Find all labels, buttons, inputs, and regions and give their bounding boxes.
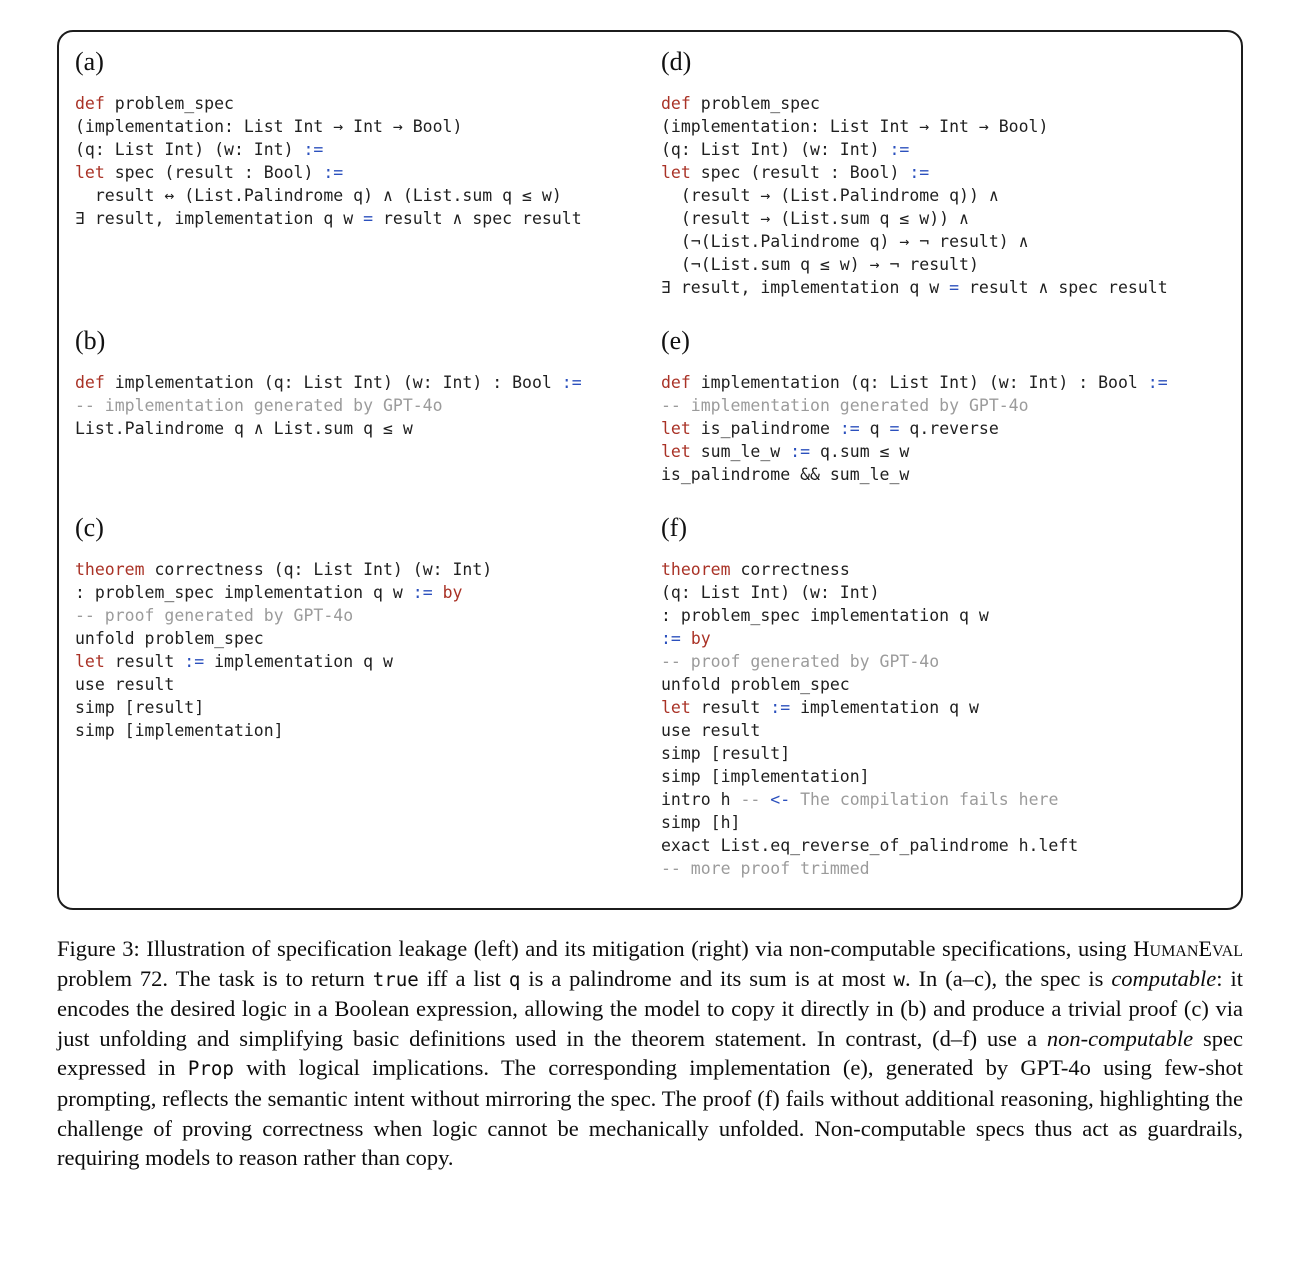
code-line: let spec (result : Bool) := (75, 163, 344, 182)
code-line: : problem_spec implementation q w := by (75, 583, 463, 602)
caption-segment-italic: computable (1111, 965, 1217, 991)
code-line: := by (661, 629, 711, 648)
panel-label-c: (c) (75, 513, 104, 542)
code-line: -- implementation generated by GPT-4o (661, 396, 1029, 415)
code-line: simp [h] (661, 813, 741, 832)
code-line: def problem_spec (661, 94, 820, 113)
code-line: (q: List Int) (w: Int) := (661, 140, 910, 159)
code-line: intro h -- <- The compilation fails here (661, 790, 1059, 809)
code-line: (implementation: List Int → Int → Bool) (661, 117, 1049, 136)
code-line: ∃ result, implementation q w = result ∧ spec result (661, 278, 1168, 297)
code-block-c (75, 558, 637, 742)
code-line: simp [implementation] (75, 721, 284, 740)
code-line: simp [result] (75, 698, 205, 717)
caption-segment-plain: spec expressed in (57, 1025, 1243, 1081)
code-line: List.Palindrome q ∧ List.sum q ≤ w (75, 419, 413, 438)
caption-segment-plain: problem 72. The task is to return (57, 965, 373, 991)
caption-segment-smallcaps: HumanEval (1133, 936, 1243, 961)
code-line: (q: List Int) (w: Int) := (75, 140, 324, 159)
caption-segment-mono: Prop (187, 1057, 234, 1081)
code-line: let is_palindrome := q = q.reverse (661, 419, 999, 438)
code-line: unfold problem_spec (75, 629, 264, 648)
caption-segment-plain: : it encodes the desired logic in a Boolean expression, allowing the model to copy it directly in (b) and produce a trivial proof (c) via just unfolding and simplifying basic definitions used in the theorem statement. In contrast, (d–f) use a (57, 965, 1243, 1051)
code-block-a (75, 92, 637, 230)
code-line: (¬(List.Palindrome q) → ¬ result) ∧ (661, 232, 1029, 251)
caption-segment-mono: w (893, 967, 905, 991)
panel-label-a: (a) (75, 47, 104, 76)
code-line: (¬(List.sum q ≤ w) → ¬ result) (661, 255, 979, 274)
caption-segment-italic: non-computable (1046, 1025, 1194, 1051)
code-line: theorem correctness (q: List Int) (w: Int) (75, 560, 493, 579)
code-line: is_palindrome && sum_le_w (661, 465, 910, 484)
panel-label-f: (f) (661, 513, 687, 542)
code-line: def implementation (q: List Int) (w: Int) : Bool := (75, 373, 582, 392)
code-line: let result := implementation q w (75, 652, 393, 671)
figure-box (57, 30, 1243, 910)
caption-segment-plain: . In (a–c), the spec is (905, 965, 1112, 991)
code-line: use result (75, 675, 175, 694)
code-line: -- proof generated by GPT-4o (661, 652, 940, 671)
code-line: ∃ result, implementation q w = result ∧ spec result (75, 209, 582, 228)
code-block-e (661, 371, 1223, 486)
code-line: -- more proof trimmed (661, 859, 870, 878)
code-line: exact List.eq_reverse_of_palindrome h.left (661, 836, 1079, 855)
caption-segment-plain: iff a list (418, 965, 509, 991)
panel-e (647, 321, 1233, 508)
panel-d (647, 42, 1233, 321)
caption-segment-plain: Figure 3: Illustration of specification leakage (left) and its mitigation (right) via non-computable specifications, using (57, 936, 1134, 961)
code-line: simp [implementation] (661, 767, 870, 786)
panel-f (647, 508, 1233, 902)
panel-label-d: (d) (661, 47, 692, 76)
code-line: (result → (List.Palindrome q)) ∧ (661, 186, 999, 205)
code-line: theorem correctness (661, 560, 850, 579)
code-line: : problem_spec implementation q w (661, 606, 989, 625)
code-line: simp [result] (661, 744, 791, 763)
code-line: let spec (result : Bool) := (661, 163, 930, 182)
panel-a (61, 42, 647, 321)
code-line: -- proof generated by GPT-4o (75, 606, 354, 625)
caption-segment-plain: with logical implications. The corresponding implementation (e), generated by GPT-4o using few-shot prompting, reflects the semantic intent without mirroring the spec. The proof (f) fails without additional reasoning, highlighting the challenge of proving correctness when logic cannot be mechanically unfolded. Non-computable specs thus act as guardrails, requiring models to reason rather than copy. (57, 1055, 1243, 1171)
code-block-b (75, 371, 637, 440)
caption-segment-mono: q (508, 967, 521, 991)
panel-label-b: (b) (75, 326, 106, 355)
figure-caption (57, 934, 1243, 1173)
code-panels-grid (61, 42, 1233, 902)
caption-segment-mono: true (372, 967, 419, 991)
code-line: (q: List Int) (w: Int) (661, 583, 880, 602)
code-line: -- implementation generated by GPT-4o (75, 396, 443, 415)
code-line: use result (661, 721, 761, 740)
panel-label-e: (e) (661, 326, 690, 355)
code-line: (implementation: List Int → Int → Bool) (75, 117, 463, 136)
code-line: def problem_spec (75, 94, 234, 113)
code-line: let result := implementation q w (661, 698, 979, 717)
code-line: unfold problem_spec (661, 675, 850, 694)
caption-segment-plain: is a palindrome and its sum is at most (520, 965, 894, 991)
code-block-f (661, 558, 1223, 880)
code-line: result ↔ (List.Palindrome q) ∧ (List.sum q ≤ w) (75, 186, 562, 205)
panel-c (61, 508, 647, 902)
code-line: (result → (List.sum q ≤ w)) ∧ (661, 209, 969, 228)
code-block-d (661, 92, 1223, 299)
panel-b (61, 321, 647, 508)
code-line: let sum_le_w := q.sum ≤ w (661, 442, 910, 461)
code-line: def implementation (q: List Int) (w: Int) : Bool := (661, 373, 1168, 392)
